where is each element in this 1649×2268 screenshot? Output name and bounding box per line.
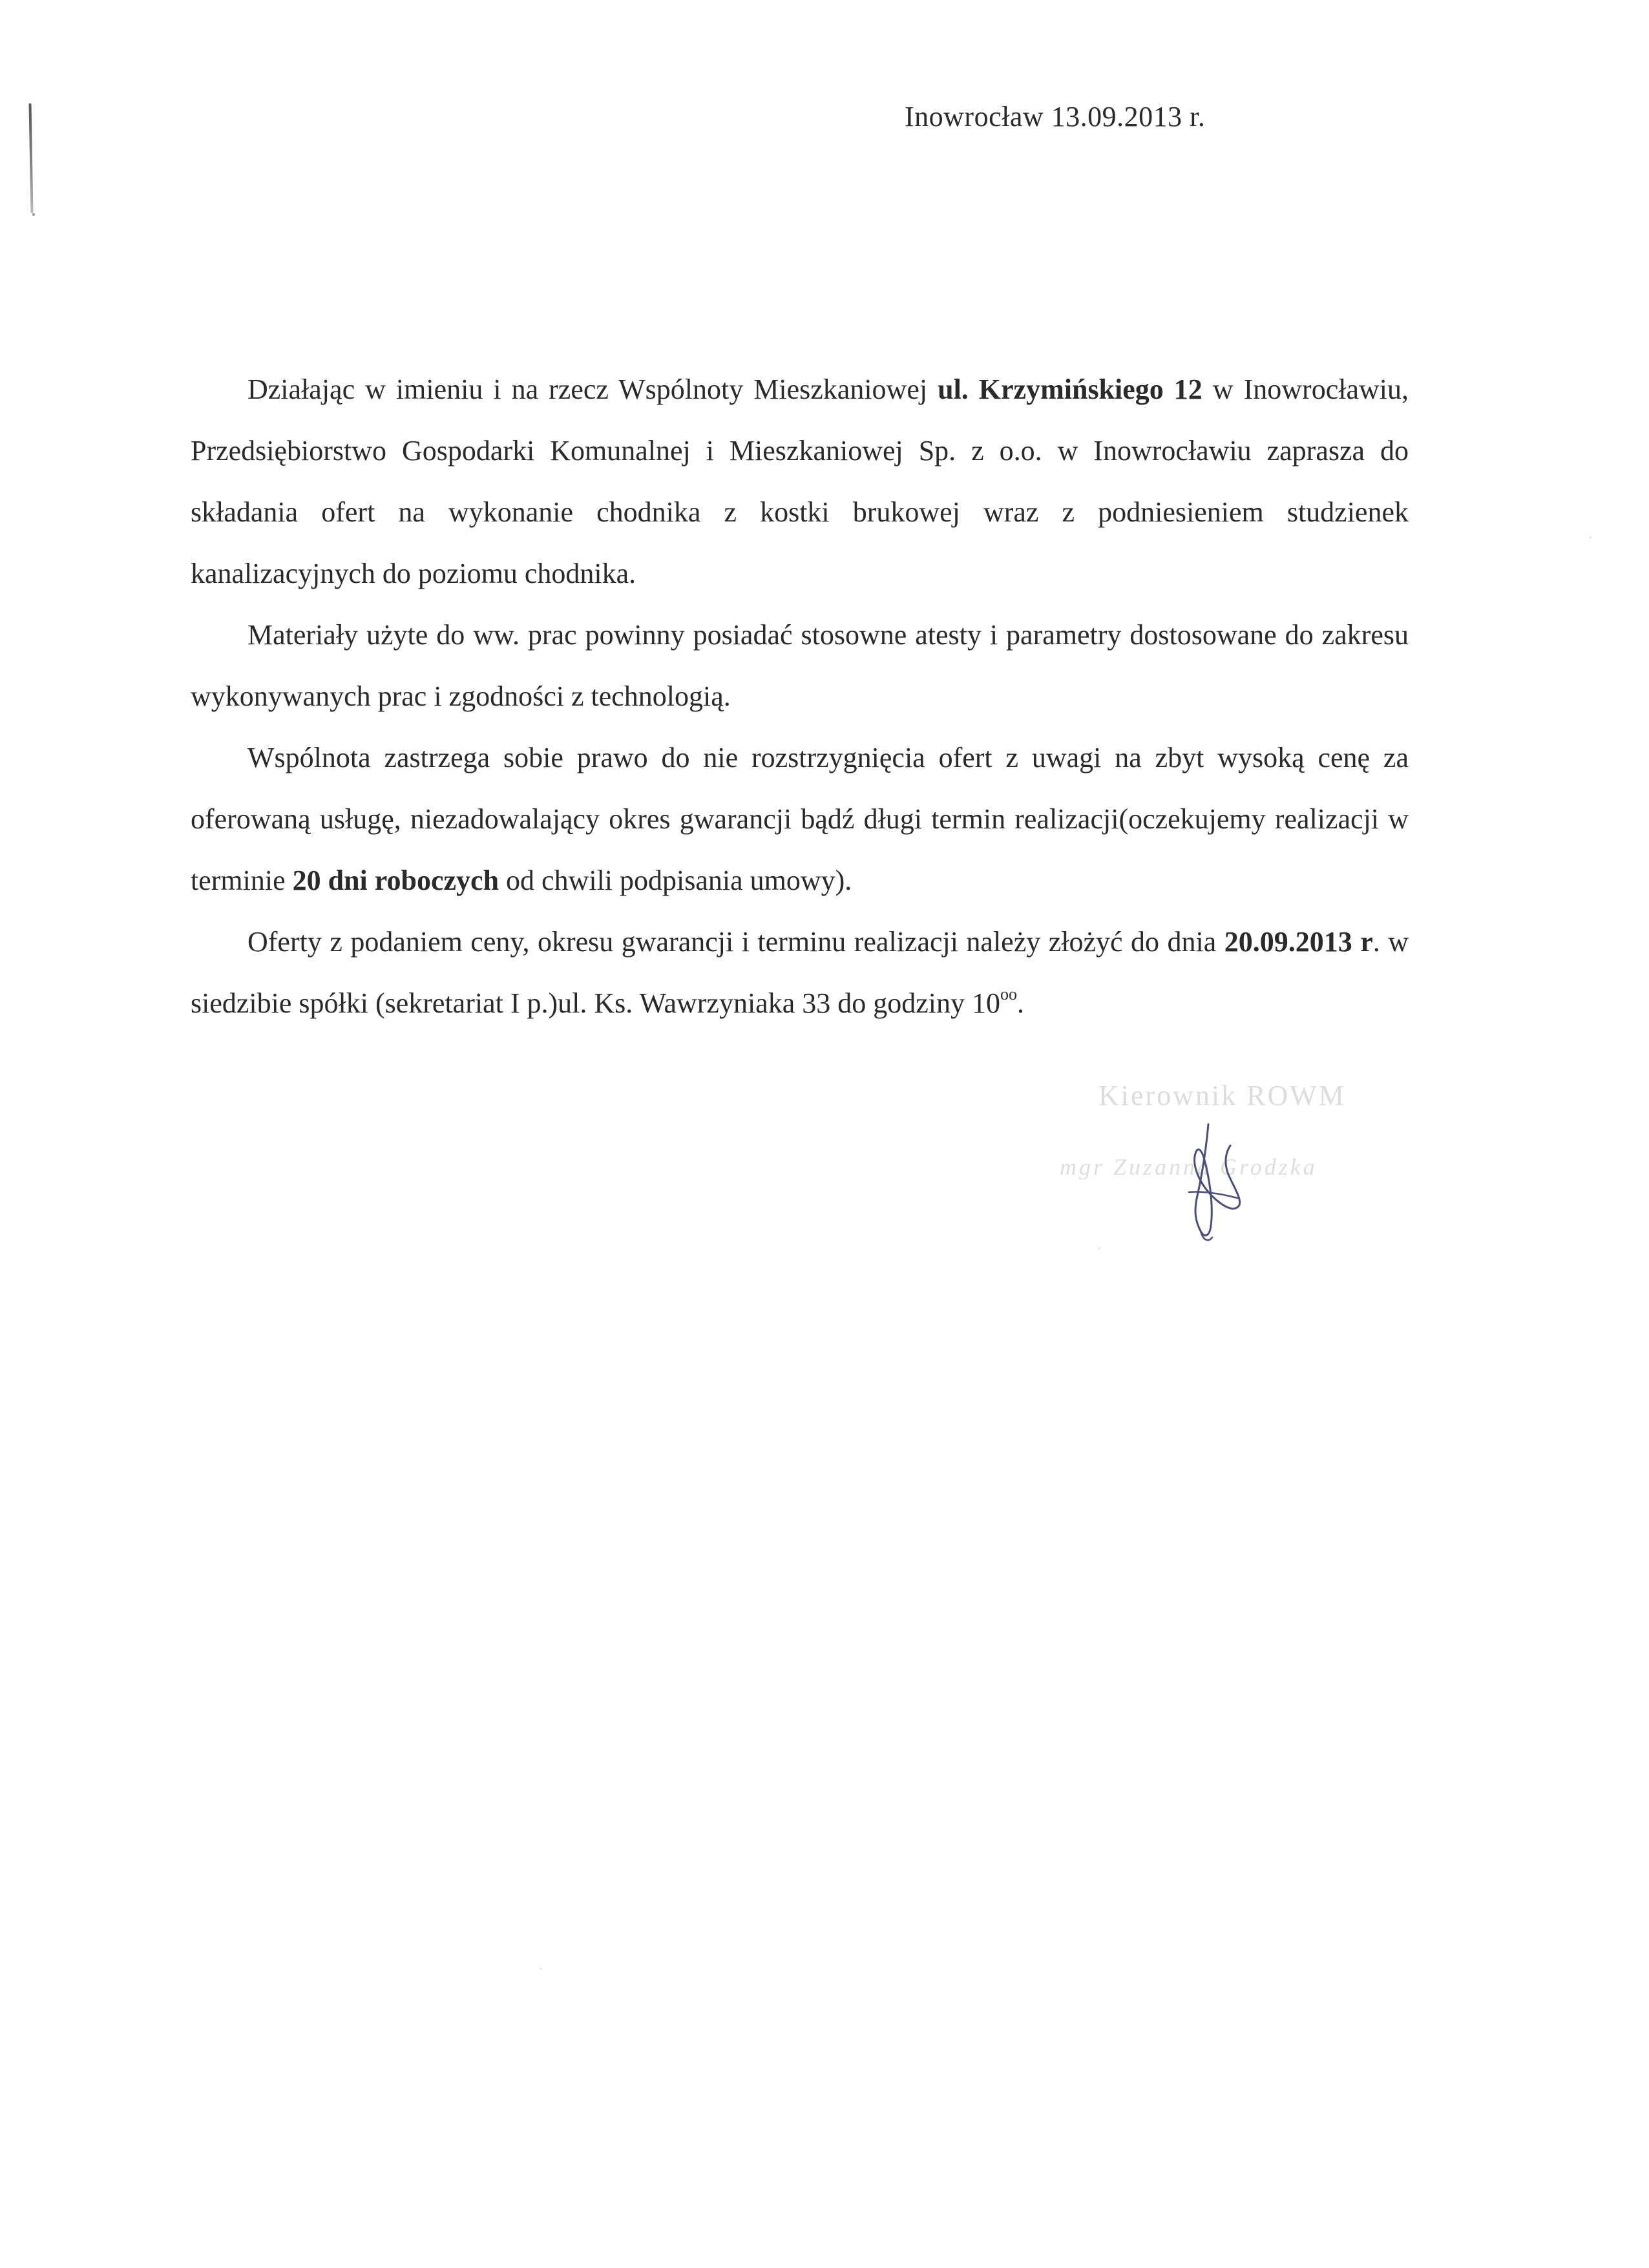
letter-body <box>191 359 1409 1034</box>
stamp-title: Kierownik ROWM <box>1098 1080 1346 1111</box>
handwritten-signature <box>1163 1115 1254 1244</box>
deadline-days-bold: 20 dni roboczych <box>292 865 499 896</box>
paragraph-text: od chwili podpisania umowy). <box>499 865 852 896</box>
submission-date-bold: 20.09.2013 r <box>1224 926 1373 958</box>
scan-speck <box>32 213 35 216</box>
paragraph-text: w Inowrocławiu, Przedsiębiorstwo Gospodarki Komunalnej i Mieszkaniowej Sp. z o.o. w Inowrocławiu zaprasza do składania ofert na wykonanie chodnika z kostki brukowej wraz z podniesieniem studzienek kanalizacyjnych do poziomu chodnika. <box>191 373 1409 589</box>
address-bold: ul. Krzymińskiego 12 <box>938 373 1203 405</box>
paragraph-text: Działając w imieniu i na rzecz Wspólnoty Mieszkaniowej <box>247 373 938 405</box>
paragraph-offers <box>191 911 1409 1034</box>
paragraph-invitation <box>191 359 1409 604</box>
scan-speck <box>540 1968 541 1969</box>
paragraph-text: . w siedzibie spółki (sekretariat I p.)ul. Ks. Wawrzyniaka 33 do godziny 10 <box>191 926 1409 1019</box>
scan-speck <box>1590 536 1591 538</box>
paragraph-reservation <box>191 727 1409 911</box>
stamp-name: mgr Zuzanna Grodzka <box>1060 1154 1318 1180</box>
scan-speck <box>1098 1247 1100 1249</box>
paragraph-text: . <box>1017 987 1024 1019</box>
paragraph-text: Oferty z podaniem ceny, okresu gwarancji i terminu realizacji należy złożyć do dnia <box>247 926 1224 958</box>
margin-pen-mark <box>29 103 34 213</box>
hour-superscript: oo <box>1000 985 1017 1003</box>
place-and-date: Inowrocław 13.09.2013 r. <box>905 101 1206 132</box>
paragraph-text: Wspólnota zastrzega sobie prawo do nie rozstrzygnięcia ofert z uwagi na zbyt wysoką cenę za oferowaną usługę, niezadowalający okres gwarancji bądź długi termin realizacji(oczekujemy realizacji w terminie <box>191 742 1409 896</box>
paragraph-materials: Materiały użyte do ww. prac powinny posiadać stosowne atesty i parametry dostosowane do zakresu wykonywanych prac i zgodności z technologią. <box>191 619 1409 712</box>
